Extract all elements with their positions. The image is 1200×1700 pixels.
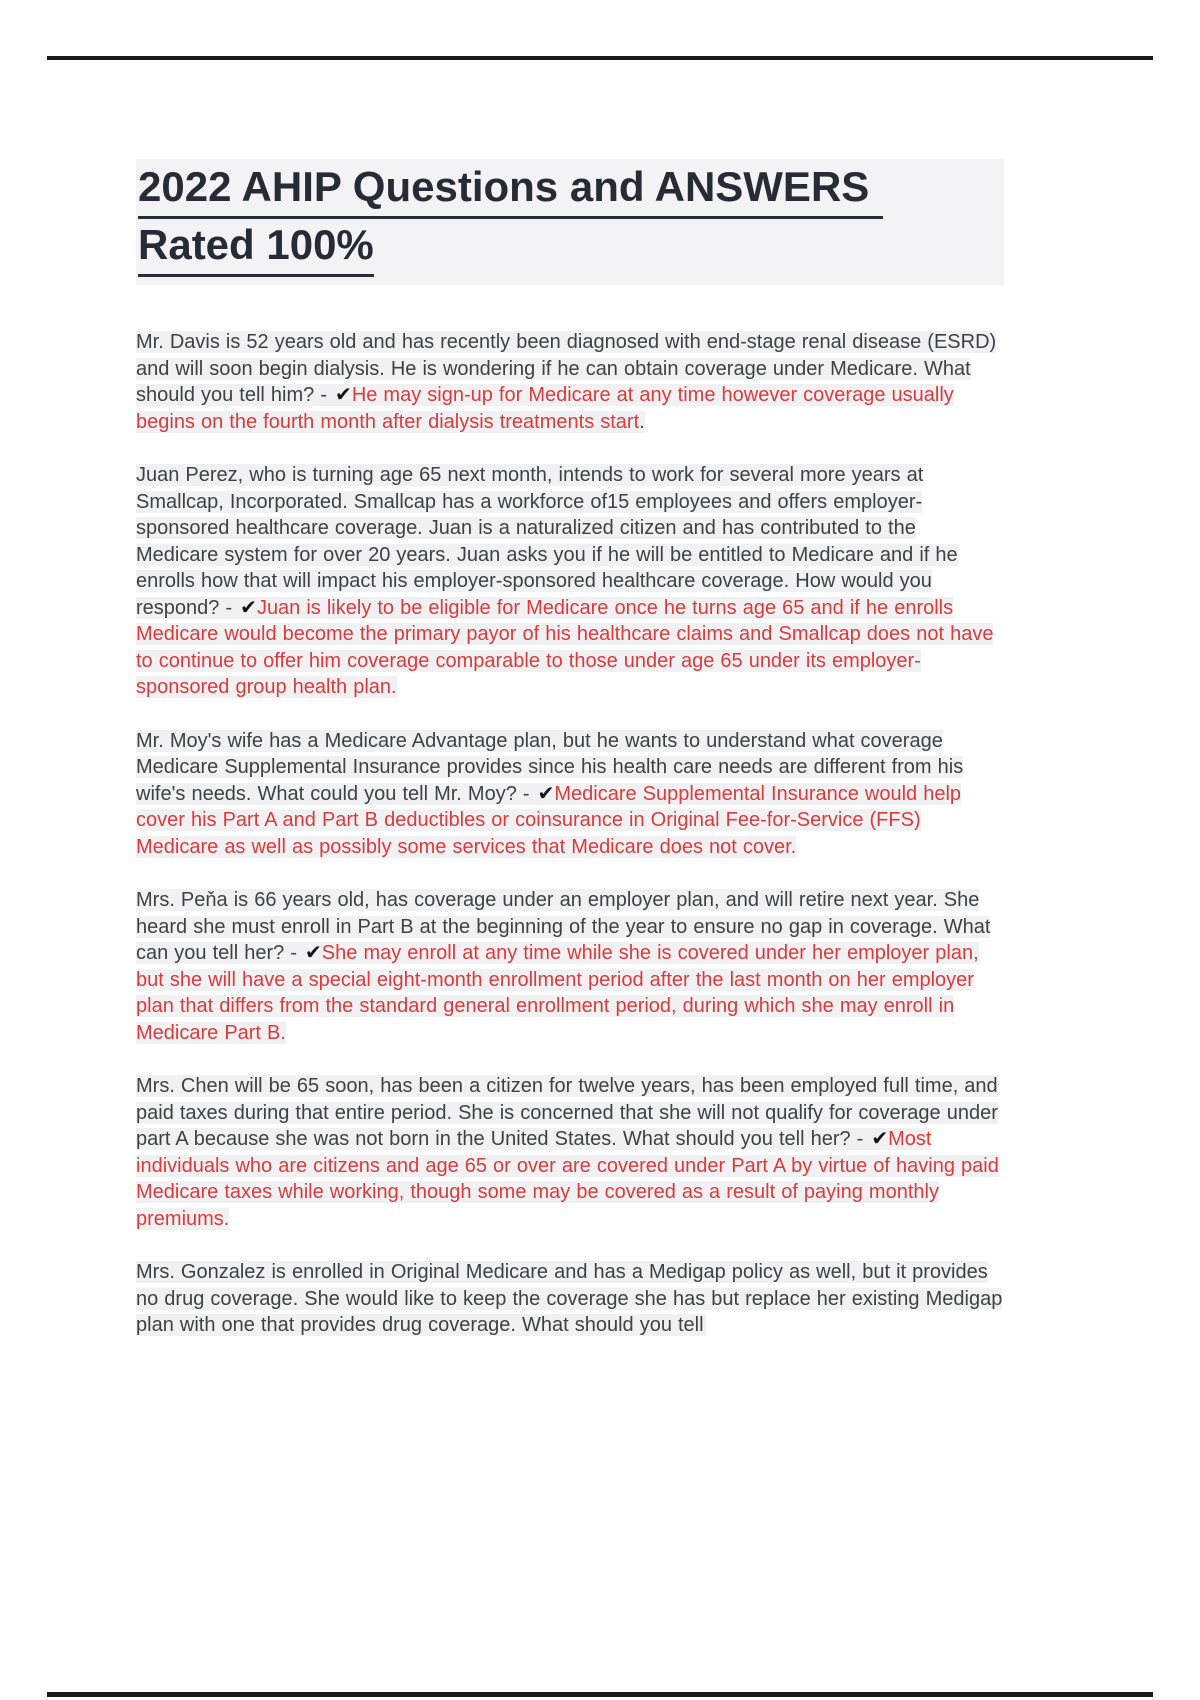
qa-paragraph — [136, 329, 1004, 435]
answer-text: He may sign-up for Medicare at any time however coverage usually begins on the fourth month after dialysis treatments start — [136, 384, 954, 433]
qa-paragraph — [136, 462, 1004, 701]
document-content — [136, 131, 1004, 1366]
qa-paragraph — [136, 728, 1004, 861]
question-text: Mr. Davis is 52 years old and has recently been diagnosed with end-stage renal disease (ESRD) and will soon begin dialysis. He is wondering if he can obtain coverage under Medicare. What should you tell him? - — [136, 331, 997, 407]
checkmark-icon: ✔ — [871, 1128, 889, 1151]
answer-text: Most individuals who are citizens and age 65 or over are covered under Part A by virtue of having paid Medicare taxes while working, though some may be covered as a result of paying monthly premiums. — [136, 1128, 999, 1230]
answer-text: Medicare Supplemental Insurance would help cover his Part A and Part B deductibles or coinsurance in Original Fee-for-Service (FFS) Medicare as well as possibly some services that Medicare does not cover. — [136, 782, 962, 858]
question-text: Mrs. Chen will be 65 soon, has been a citizen for twelve years, has been employed full time, and paid taxes during that entire period. She is concerned that she will not qualify for coverage under part A because she was not born in the United States. What should you tell her? - — [136, 1075, 998, 1151]
checkmark-icon: ✔ — [335, 384, 352, 407]
answer-text: Juan is likely to be eligible for Medicare once he turns age 65 and if he enrolls Medicare would become the primary payor of his healthcare claims and Smallcap does not have to continue to offer him coverage comparable to those under age 65 under its employer-sponsored group health plan. — [136, 596, 994, 699]
page-title-line1: 2022 AHIP Questions and ANSWERS — [138, 161, 883, 219]
checkmark-icon: ✔ — [537, 782, 555, 805]
bottom-border-line — [47, 1692, 1153, 1697]
question-text: Mrs. Peňa is 66 years old, has coverage under an employer plan, and will retire next year. She heard she must enroll in Part B at the beginning of the year to ensure no gap in coverage. What can you tell her? - — [136, 889, 991, 965]
qa-paragraph — [136, 1073, 1004, 1232]
question-text: Mr. Moy's wife has a Medicare Advantage plan, but he wants to understand what coverage Medicare Supplemental Insurance provides since his health care needs are different from his wife's needs. What could you tell Mr. Moy? - — [136, 729, 964, 805]
checkmark-icon: ✔ — [240, 596, 257, 619]
qa-paragraph — [136, 887, 1004, 1046]
page-title-line2: Rated 100% — [138, 219, 374, 277]
top-border-line — [47, 56, 1153, 60]
answer-suffix: . — [639, 410, 645, 433]
question-text: Mrs. Gonzalez is enrolled in Original Medicare and has a Medigap policy as well, but it provides no drug coverage. She would like to keep the coverage she has but replace her existing Medigap plan with one that provides drug coverage. What should you tell — [136, 1261, 1003, 1337]
checkmark-icon — [704, 1314, 706, 1336]
question-text: Juan Perez, who is turning age 65 next month, intends to work for several more years at Smallcap, Incorporated. Smallcap has a workforce of15 employees and offers employer-sponsored healthcare coverage. Juan is a naturalized citizen and has contributed to the Medicare system for over 20 years. Juan asks you if he will be entitled to Medicare and if he enrolls how that will impact his employer-sponsored healthcare coverage. How would you respond? - — [136, 464, 958, 619]
page-title — [136, 159, 1004, 285]
answer-text: She may enroll at any time while she is covered under her employer plan, but she will have a special eight-month enrollment period after the last month on her employer plan that differs from the standard general enrollment period, during which she may enroll in Medicare Part B. — [136, 942, 979, 1044]
qa-paragraph — [136, 1259, 1004, 1339]
checkmark-icon: ✔ — [305, 942, 322, 965]
